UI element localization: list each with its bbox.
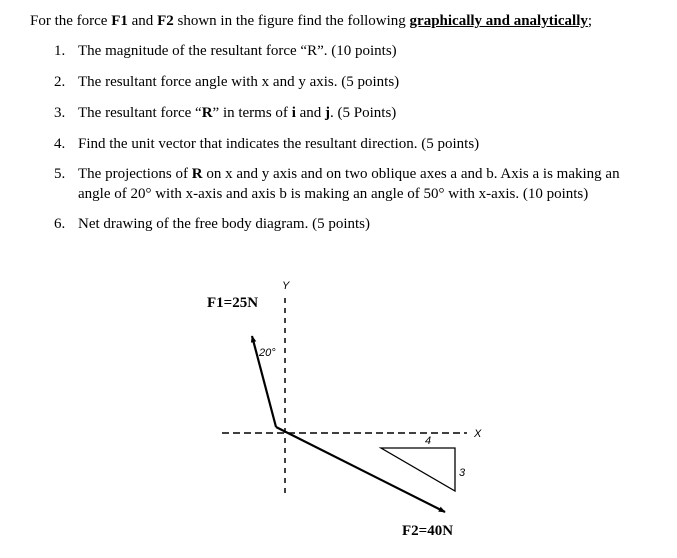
question-text-part: . (5 Points) xyxy=(330,105,397,121)
vector-r: R xyxy=(191,166,203,182)
question-number: 2. xyxy=(54,74,66,90)
intro-f2: F2 xyxy=(157,13,174,29)
question-number: 6. xyxy=(54,216,66,232)
angle-label: 20° xyxy=(259,347,276,359)
f2-label: F2=40N xyxy=(402,523,454,539)
vector-r: R xyxy=(201,105,213,121)
question-text-part: Net drawing of the free body diagram. (5 points) xyxy=(78,216,370,232)
slope-vertical-label: 3 xyxy=(459,467,466,479)
question-number: 5. xyxy=(54,166,66,182)
question-text-part: The resultant force angle with x and y axis. (5 points) xyxy=(78,74,400,90)
question-text-part: and xyxy=(295,105,326,121)
intro-middle: shown in the figure find the following xyxy=(173,13,410,29)
question-text-part: Find the unit vector that indicates the resultant direction. (5 points) xyxy=(78,136,480,152)
slope-horizontal-label: 4 xyxy=(425,435,432,447)
f2-vector xyxy=(276,427,445,512)
question-text-part: on x and y axis and on two oblique axes a and b. Axis a is making an angle of 20° with x-axis and axis b is making an angle of 50° with x-axis. (10 points) xyxy=(78,166,620,202)
question-number: 1. xyxy=(54,43,66,59)
question-text-part: ” in terms of xyxy=(212,105,292,121)
question-text-part: The projections of xyxy=(78,166,192,182)
intro-and: and xyxy=(127,13,158,29)
intro-suffix: ; xyxy=(587,13,593,29)
question-text-part: The resultant force “ xyxy=(78,105,202,121)
intro-f1: F1 xyxy=(111,13,128,29)
f1-label: F1=25N xyxy=(207,295,259,311)
x-axis-label: X xyxy=(474,428,482,440)
vector-j: j xyxy=(325,105,331,121)
question-number: 4. xyxy=(54,136,66,152)
question-text-part: The magnitude of the resultant force “R”. (10 points) xyxy=(78,43,397,59)
y-axis-label: Y xyxy=(282,280,290,292)
question-number: 3. xyxy=(54,105,66,121)
intro-prefix: For the force xyxy=(30,13,112,29)
intro-emphasis: graphically and analytically xyxy=(409,13,588,29)
vector-i: i xyxy=(291,105,296,121)
